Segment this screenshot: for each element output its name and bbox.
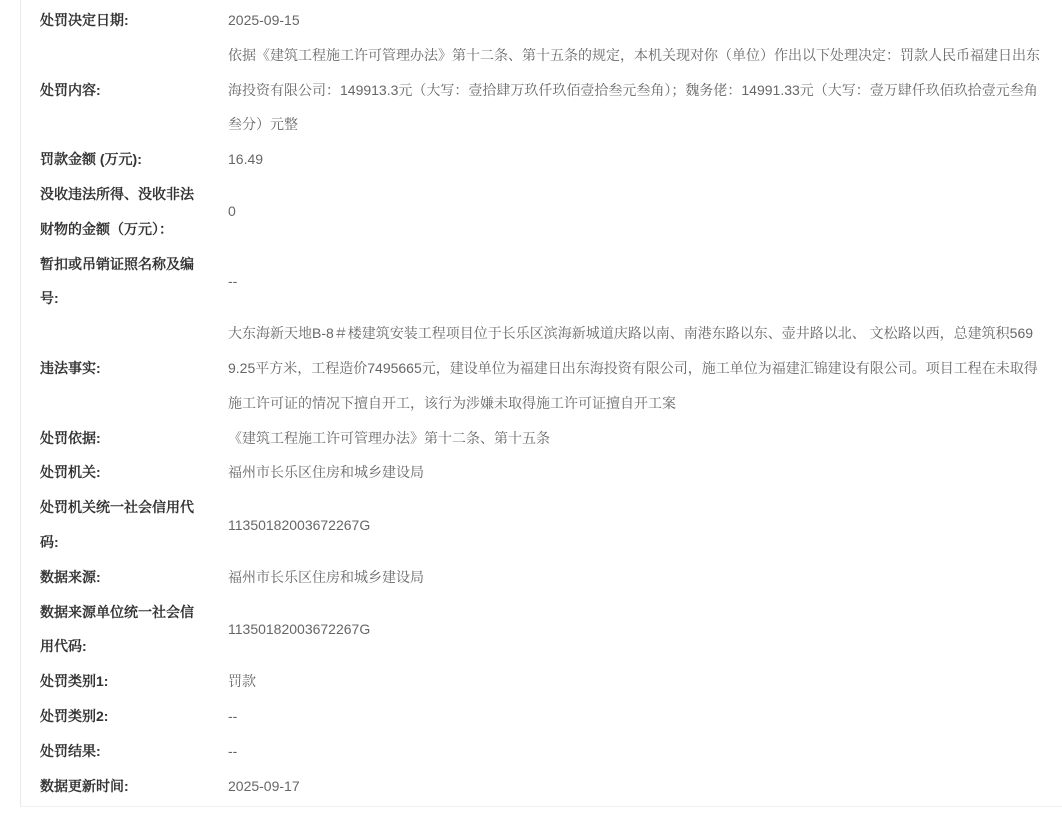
field-label-text: 处罚决定日期:: [40, 12, 129, 28]
field-label-text: 数据更新时间:: [40, 777, 129, 794]
table-row: [40, 38, 1044, 142]
field-label-text: 违法事实:: [40, 359, 101, 376]
field-label: [40, 595, 228, 665]
table-row: [40, 595, 1044, 665]
field-label: [40, 177, 228, 247]
table-row: [40, 734, 1044, 769]
field-label: [40, 421, 228, 456]
field-value: --: [228, 272, 238, 289]
field-label-text: 暂扣或吊销证照名称及编号:: [40, 255, 194, 307]
field-label-text: 处罚依据:: [40, 429, 101, 446]
field-label: [40, 664, 228, 699]
field-value: 依据《建筑工程施工许可管理办法》第十二条、第十五条的规定，本机关现对你（单位）作出以下处理决定：罚款人民币福建日出东海投资有限公司：149913.3元（大写：壹拾肆万玖仟玖佰壹拾叁元叁角）；魏务佬：14991.33元（大写：壹万肆仟玖佰玖拾壹元叁角叁分）元整: [228, 46, 1040, 133]
table-row: [40, 699, 1044, 734]
table-row: [40, 490, 1044, 560]
field-value: 《建筑工程施工许可管理办法》第十二条、第十五条: [228, 429, 550, 446]
table-row: [40, 664, 1044, 699]
field-value: 11350182003672267G: [228, 516, 371, 533]
field-label: [40, 142, 228, 177]
field-label-text: 数据来源单位统一社会信用代码:: [40, 603, 194, 655]
field-value: 2025-09-15: [228, 12, 300, 28]
field-value: 大东海新天地B-8＃楼建筑安装工程项目位于长乐区滨海新城道庆路以南、南港东路以东、壶井路以北、 文松路以西，总建筑积5699.25平方米，工程造价7495665元，建设单位为福建日出东海投资有限公司，施工单位为福建汇锦建设有限公司。项目工程在未取得施工许可证的情况下擅自开工，该行为涉嫌未取得施工许可证擅自开工案: [228, 325, 1038, 411]
field-value: 11350182003672267G: [228, 620, 371, 637]
table-row: [40, 560, 1044, 595]
field-label-text: 处罚结果:: [40, 742, 101, 759]
field-label: [40, 455, 228, 490]
table-row: [40, 421, 1044, 456]
field-label: [40, 734, 228, 769]
field-label-text: 数据来源:: [40, 568, 101, 585]
field-label-text: 处罚机关统一社会信用代码:: [40, 499, 194, 550]
field-label-text: 罚款金额 (万元):: [40, 151, 142, 168]
field-label-text: 处罚类别1:: [40, 673, 109, 690]
field-label-text: 处罚类别2:: [40, 707, 109, 724]
field-label-text: 处罚内容:: [40, 81, 101, 98]
table-row: [40, 769, 1044, 804]
field-label: [40, 3, 228, 38]
field-label: [40, 490, 228, 560]
table-row: [40, 177, 1044, 247]
field-value: 福州市长乐区住房和城乡建设局: [228, 568, 424, 585]
table-row: [40, 316, 1044, 420]
field-value: 0: [228, 203, 236, 220]
field-value: 16.49: [228, 151, 264, 168]
field-label: [40, 769, 228, 804]
field-label: [40, 247, 228, 317]
field-label-text: 没收违法所得、没收非法财物的金额（万元）：: [40, 185, 194, 237]
table-row: [40, 142, 1044, 177]
field-label: [40, 699, 228, 734]
field-value: --: [228, 742, 238, 759]
field-label: [40, 73, 228, 108]
table-row: [40, 3, 1044, 38]
field-value: 福州市长乐区住房和城乡建设局: [228, 464, 424, 481]
field-label: [40, 560, 228, 595]
field-label: [40, 351, 228, 386]
field-value: 罚款: [228, 673, 256, 690]
field-value: --: [228, 707, 238, 724]
penalty-detail-table: [20, 0, 1062, 807]
table-row: [40, 247, 1044, 317]
table-row: [40, 455, 1044, 490]
field-value: 2025-09-17: [228, 777, 300, 794]
field-label-text: 处罚机关:: [40, 464, 101, 481]
